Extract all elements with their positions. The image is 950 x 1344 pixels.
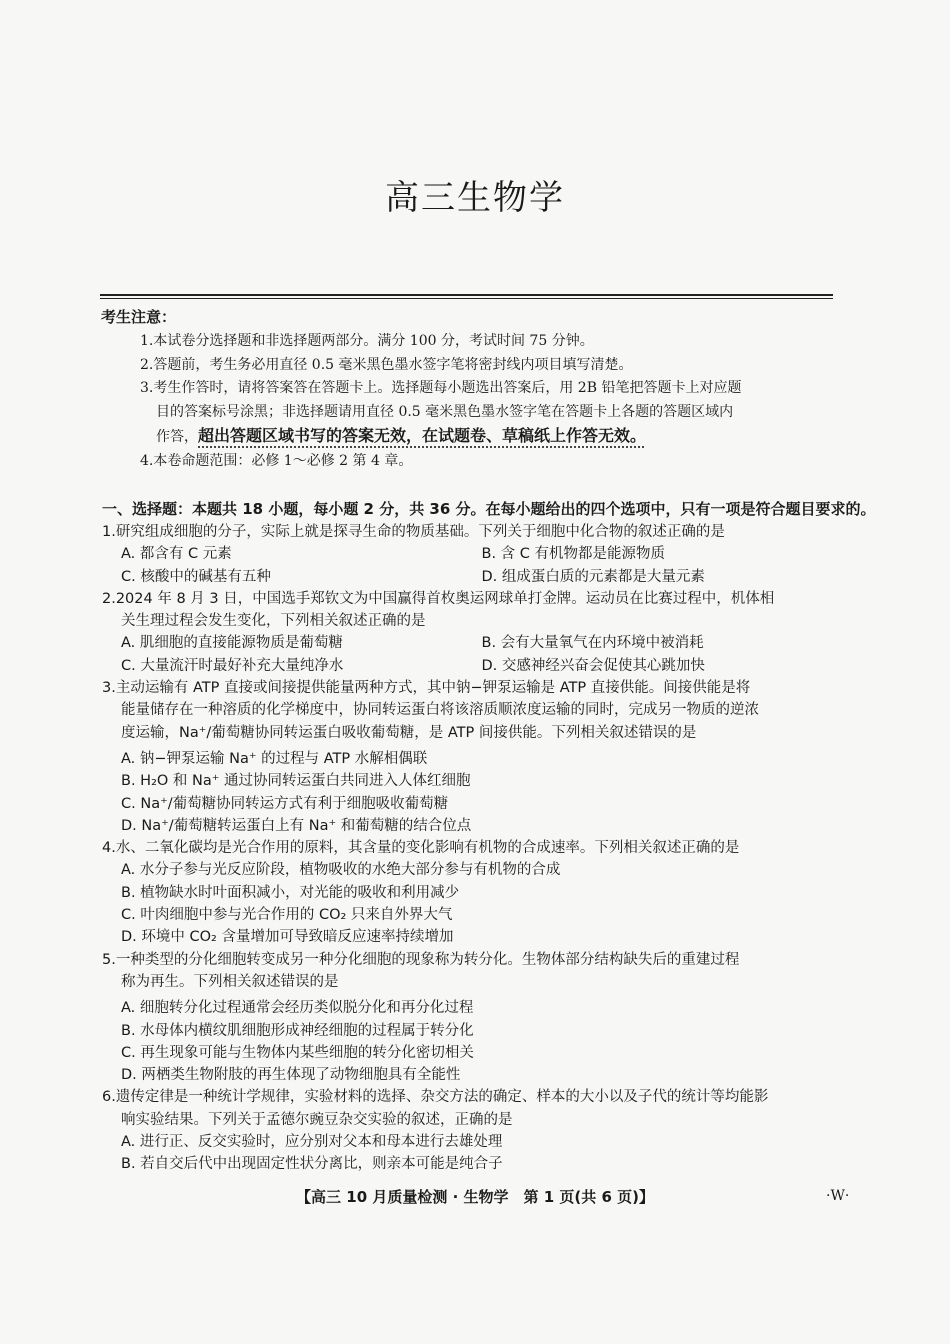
option: B. 含 C 有机物都是能源物质 xyxy=(481,546,666,563)
notice-item-continued xyxy=(140,424,835,450)
notice-item: 4.本卷命题范围：必修 1～必修 2 第 4 章。 xyxy=(140,452,413,469)
section-heading: 一、选择题：本题共 18 小题，每小题 2 分，共 36 分。在每小题给出的四个选项中，只有一项是符合题目要求的。 xyxy=(102,500,876,518)
question-stem: 2.2024 年 8 月 3 日，中国选手郑钦文为中国赢得首枚奥运网球单打金牌。运动员在比赛过程中，机体相 xyxy=(102,590,775,607)
notice-item: 2.答题前，考生务必用直径 0.5 毫米黑色墨水签字笔将密封线内项目填写清楚。 xyxy=(140,356,633,373)
option: B. 若自交后代中出现固定性状分离比，则亲本可能是纯合子 xyxy=(121,1156,503,1173)
notice-emphasis: 超出答题区域书写的答案无效，在试题卷、草稿纸上作答无效。 xyxy=(198,426,647,445)
header-rule xyxy=(100,294,833,296)
option: B. 植物缺水时叶面积减小，对光能的吸收和利用减少 xyxy=(121,884,460,901)
option-row xyxy=(102,543,842,565)
option: A. 都含有 C 元素 xyxy=(121,546,232,563)
page-footer: 【高三 10 月质量检测 · 生物学 第 1 页(共 6 页)】 xyxy=(296,1188,654,1206)
question-list xyxy=(102,521,842,1176)
question-stem-cont: 称为再生。下列相关叙述错误的是 xyxy=(121,973,339,990)
option: C. 核酸中的碱基有五种 xyxy=(121,568,271,585)
question-stem: 6.遗传定律是一种统计学规律，实验材料的选择、杂交方法的确定、样本的大小以及子代的统计等均能影 xyxy=(102,1089,769,1106)
option: C. 再生现象可能与生物体内某些细胞的转分化密切相关 xyxy=(121,1044,474,1061)
option: A. 钠−钾泵运输 Na⁺ 的过程与 ATP 水解相偶联 xyxy=(121,750,428,767)
option: A. 肌细胞的直接能源物质是葡萄糖 xyxy=(121,635,343,652)
option: D. 两栖类生物附肢的再生体现了动物细胞具有全能性 xyxy=(121,1067,461,1084)
question-stem-cont: 度运输，Na⁺/葡萄糖协同转运蛋白吸收葡萄糖，是 ATP 间接供能。下列相关叙述错误的是 xyxy=(121,724,697,741)
option: C. 叶肉细胞中参与光合作用的 CO₂ 只来自外界大气 xyxy=(121,907,453,924)
header-rule-thin xyxy=(100,298,833,299)
option: D. Na⁺/葡萄糖转运蛋白上有 Na⁺ 和葡萄糖的结合位点 xyxy=(121,817,472,834)
page-title: 高三生物学 xyxy=(385,178,565,218)
notice-item: 3.考生作答时，请将答案答在答题卡上。选择题每小题选出答案后，用 2B 铅笔把答题卡上对应题 xyxy=(140,380,742,396)
option-row xyxy=(102,632,842,654)
option: D. 组成蛋白质的元素都是大量元素 xyxy=(481,568,705,585)
option: C. 大量流汗时最好补充大量纯净水 xyxy=(121,657,344,674)
option: B. 水母体内横纹肌细胞形成神经细胞的过程属于转分化 xyxy=(121,1022,474,1039)
notice-item-continued: 目的答案标号涂黑；非选择题请用直径 0.5 毫米黑色墨水签字笔在答题卡上各题的答题区域内 xyxy=(156,403,734,420)
corner-mark: ·W· xyxy=(826,1188,850,1204)
notice-item: 1.本试卷分选择题和非选择题两部分。满分 100 分，考试时间 75 分钟。 xyxy=(140,333,594,349)
option: D. 环境中 CO₂ 含量增加可导致暗反应速率持续增加 xyxy=(121,929,454,946)
option: C. Na⁺/葡萄糖协同转运方式有利于细胞吸收葡萄糖 xyxy=(121,795,449,812)
option: A. 进行正、反交实验时，应分别对父本和母本进行去雄处理 xyxy=(121,1134,503,1151)
question-stem-cont: 关生理过程会发生变化，下列相关叙述正确的是 xyxy=(121,613,426,630)
question-stem-cont: 响实验结果。下列关于孟德尔豌豆杂交实验的叙述，正确的是 xyxy=(121,1111,513,1128)
question-stem: 1.研究组成细胞的分子，实际上就是探寻生命的物质基础。下列关于细胞中化合物的叙述正确的是 xyxy=(102,524,725,540)
option: A. 细胞转分化过程通常会经历类似脱分化和再分化过程 xyxy=(121,1000,474,1017)
question-stem: 4.水、二氧化碳均是光合作用的原料，其含量的变化影响有机物的合成速率。下列相关叙述正确的是 xyxy=(102,840,740,857)
option-row xyxy=(102,655,842,677)
option: D. 交感神经兴奋会促使其心跳加快 xyxy=(481,657,705,674)
notice-item-prefix: 作答， xyxy=(156,429,198,445)
option-row xyxy=(102,566,842,588)
question-stem-cont: 能量储存在一种溶质的化学梯度中，协同转运蛋白将该溶质顺浓度运输的同时，完成另一物质的逆浓 xyxy=(121,702,759,719)
notice-heading: 考生注意： xyxy=(101,308,177,326)
question-stem: 3.主动运输有 ATP 直接或间接提供能量两种方式，其中钠−钾泵运输是 ATP 直接供能。间接供能是将 xyxy=(102,680,751,697)
option: A. 水分子参与光反应阶段，植物吸收的水绝大部分参与有机物的合成 xyxy=(121,862,561,879)
notice-list xyxy=(140,330,835,473)
option: B. H₂O 和 Na⁺ 通过协同转运蛋白共同进入人体红细胞 xyxy=(121,773,471,790)
question-stem: 5.一种类型的分化细胞转变成另一种分化细胞的现象称为转分化。生物体部分结构缺失后的重建过程 xyxy=(102,951,740,968)
option: B. 会有大量氧气在内环境中被消耗 xyxy=(481,635,704,652)
